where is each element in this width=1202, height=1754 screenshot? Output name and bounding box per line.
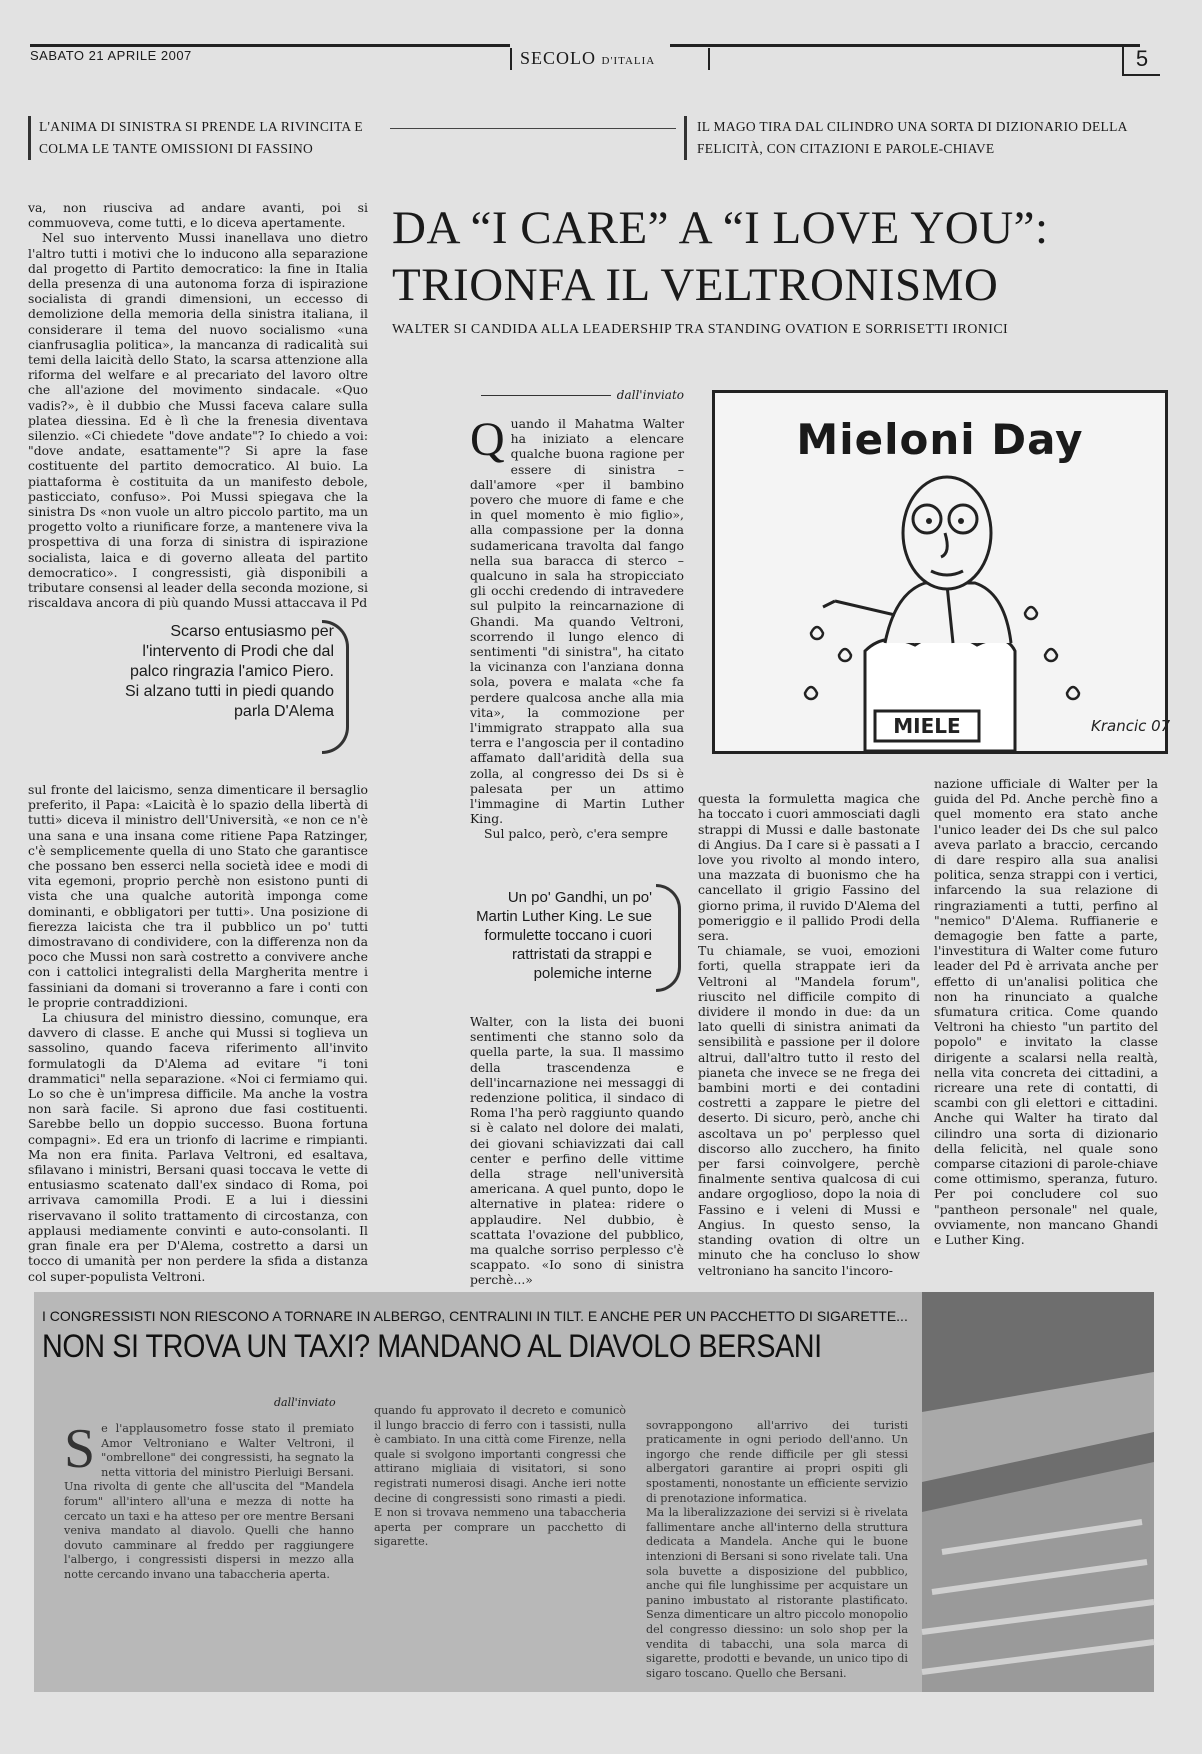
- bottom-col1: [64, 1418, 354, 1684]
- paragraph: uando il Mahatma Walter ha iniziato a elencare qualche buona ragione per essere di sinistra – dall'amore «per il bambino povero che muore di fame e che in quel momento è mio figlio», alla compassione per la donna sudamericana travolta dal fango nella sua baracca di sterco – qualcuno in sala ha stropicciato gli occhi credendo di intravedere sul pulpito la reincarnazione di Ghandi. Ma quando Veltroni, scorrendo il lungo elenco di sentimenti "di sinistra", ha citato la vicinanza con l'anziana donna sola, povera e malata «che fa perdere qualcosa anche alla mia vita», la commozione per l'immigrato strappato alla sua terra e l'angoscia per il contadino affamato dall'aridità della sua zolla, al congresso dei Ds si è palesata per un attimo l'immagine di Martin Luther King.: [470, 416, 684, 827]
- paragraph: questa la formuletta magica che ha toccato i cuori ammosciati dagli strappi di Mussi e dalle bastonate di Angius. Da I care si è passati a I love you rivolto al mondo intero, una mazzata di buonismo che ha cancellato il grigio Fassino del giorno prima, il ruvido D'Alema del pomeriggio e il pallido Prodi della sera. Tu chiamale, se vuoi, emozioni forti, quella strappate ieri da Veltroni al "Mandela forum", riuscito nel difficile compito di dividere il mondo in due: da un lato quelli di sinistra animati da sensibilità e passione per il dolore altrui, dall'altro tutto il resto del pianeta che invece se ne frega dei bambini morti e dei contadini costretti a zappare le pietre del deserto. Di sicuro, però, anche chi ascoltava un po' perplesso quel discorso allo zucchero, ha finito per farsi coinvolgere, perchè finalmente sentiva qualcosa di cui andare orgoglioso, dopo la noia di Fassino e i veleni di Mussi e Angius. In questo senso, la standing ovation di oltre un minuto che ha concluso lo show veltroniano ha sancito l'incoro-: [698, 791, 920, 1278]
- paragraph: La chiusura del ministro diessino, comunque, era davvero di classe. E anche qui Mussi si toglieva un sassolino, quando faceva riferimento all'invito formulatogli da D'Alema ad evitare "i toni drammatici" nella separazione. «Noi ci fermiamo qui. Lo so che è un'impresa difficile. Ma anche la vostra non sarà facile. Si aprono due fasi costituenti. Sarebbe bello un doppio successo. Buona fortuna compagni». Ed era un trionfo di lacrime e rimpianti. Ma non era finita. Parlava Veltroni, ed esaltava, sfilavano i ministri, Bersani quasi toccava le vette di entusiasmo scatenato dall'ex sindaco di Roma, poi arrivava camomilla Prodi. E a lui i diessini riservavano il solito trattamento di circostanza, con applausi mediamente convinti e auto-consolanti. Il gran finale era per D'Alema, costretto a darsi un tocco di umanità per non perdere la sfida a distanza col super-populista Veltroni.: [28, 1010, 368, 1284]
- pointing-hand: [823, 601, 895, 615]
- left-article-bottom: [28, 782, 368, 1284]
- page-header: [30, 44, 1160, 74]
- cartoon-title: Mieloni Day: [796, 415, 1084, 464]
- headline-line-1: DA “I CARE” A “I LOVE YOU”:: [392, 202, 1049, 254]
- bottom-headline: NON SI TROVA UN TAXI? MANDANO AL DIAVOLO BERSANI: [42, 1328, 822, 1364]
- paragraph: Nel suo intervento Mussi inanellava uno dietro l'altro tutti i motivi che lo inducono alla separazione dal progetto di Partito democratico: la fine in Italia della presenza di una autonoma forza di ispirazione socialista di grandi dimensioni, un eccesso di demolizione della memoria della sinistra italiana, il considerare il tema del nuovo socialismo «una cianfrusaglia politica», la mancanza di radicalità sui temi della laicità dello Stato, la scarsa attenzione alla riforma del welfare e al precariato del lavoro oltre che all'azione del movimento sindacale. «Quo vadis?», è il dubbio che Mussi faceva calare sulla platea diessina. Ed è lì che la frenesia diventava silenzio. «Ci chiedete "dove andate"? Io chiedo a voi: "dove andate, esattamente"? Si apre la fase costituente del partito democratico. Al buio. La piattaforma è costituita da un manifesto debole, pasticciato, confuso». Poi Mussi spiegava che la sinistra Ds «non vuole un altro piccolo partito, ma un progetto volto a riunificare forze, a mantenere viva la prospettiva di una forza di sinistra di ispirazione socialista, laica e di governo alleata del partito democratico». I congressisti, già disponibili a tributare consensi al leader della seconda mozione, si riscaldava ancora di più quando Mussi attaccava il Pd: [28, 230, 368, 611]
- main-byline: [470, 388, 684, 402]
- header-rule-left: [30, 44, 510, 47]
- cartoon-drawing: [715, 393, 1171, 751]
- honey-drop: [839, 649, 851, 661]
- paragraph: Walter, con la lista dei buoni sentimenti che stanno solo da quella parte, la sua. Il massimo della trascendenza e dell'incarnazione nei messaggi di redenzione politica, il sindaco di Roma l'ha però raggiunto quando si è calato nel dolore dei malati, dei giovani schiavizzati dai call center e perfino delle vittime della strage nell'università americana. A quel punto, dopo le alternative in platea: ridere o applaudire. Nel dubbio, è scattata l'ovazione del pubblico, ma qualche sorriso perplesso c'è scappato. «Io sono di sinistra perchè...»: [470, 1014, 684, 1288]
- paragraph: e l'applausometro fosse stato il premiato Amor Veltroniano e Walter Veltroni, il "ombrellone" dei congressisti, ha segnato la netta vittoria del ministro Pierluigi Bersani. Una rivolta di gente che all'uscita del "Mandela forum" all'intero all'una e mezza di notte ha cercato un taxi e ha atteso per ore mentre Bersani veniva mandato al diavolo. Quelli che hanno dovuto camminare al freddo per raggiungere l'albergo, i congressisti dispersi in mezzo alla notte cercando invano una tabaccheria aperta.: [64, 1422, 354, 1581]
- main-pull-quote-brace: [656, 884, 681, 992]
- honey-drop: [1045, 649, 1057, 661]
- kicker-divider: [390, 128, 676, 129]
- headline-line-2: TRIONFA IL VELTRONISMO: [392, 259, 999, 311]
- kicker-right: IL MAGO TIRA DAL CILINDRO UNA SORTA DI DIZIONARIO DELLA FELICITÀ, CON CITAZIONI E PAROLE-CHIAVE: [684, 116, 1167, 160]
- left-pupil: [926, 518, 932, 524]
- newspaper-name-main: SECOLO: [520, 48, 597, 68]
- congress-hall-photo: [922, 1292, 1154, 1692]
- left-article-top: [28, 200, 368, 611]
- left-pull-quote-brace: [322, 620, 349, 754]
- bottom-article: [34, 1292, 1154, 1692]
- paragraph: Sul palco, però, c'era sempre: [484, 826, 669, 842]
- photo-drawing: [922, 1292, 1154, 1692]
- bottom-col3: [646, 1404, 908, 1684]
- cartoon-signature: Krancic 07: [1091, 717, 1171, 735]
- figure-head: [903, 477, 991, 589]
- cartoon: [712, 390, 1171, 754]
- kicker-left: L'ANIMA DI SINISTRA SI PRENDE LA RIVINCITA E COLMA LE TANTE OMISSIONI DI FASSINO: [28, 116, 399, 160]
- paragraph: quando fu approvato il decreto e comunicò il lungo braccio di ferro con i tassisti, nulla è cambiato. In una città come Firenze, nella quale si svolgono importanti congressi che attirano migliaia di visitatori, si sono registrati numerosi disagi. Anche ieri notte decine di congressisti sono rimasti a piedi. E non si trovava nemmeno una tabaccheria aperta per comprare un pacchetto di sigarette.: [374, 1404, 626, 1549]
- paragraph: nazione ufficiale di Walter per la guida del Pd. Anche perchè fino a quel momento era stato anche l'unico leader dei Ds che sul palco aveva parlato a braccio, cercando di dare respiro alla sua analisi politica, senza strappi con i vertici, infarcendo la sua relazione di ringraziamenti a tutti, perfino al "nemico" D'Alema. Ruffianerie e demagogie ben fatte a parte, l'investitura di Walter come futuro leader del Pd è arrivata anche per effetto di un'analisi politica che non ha rinunciato a qualche sfumatura critica. Come quando Veltroni ha chiesto "un partito del popolo" e invitato la classe dirigente a scalarsi nella realtà, nella vita concreta dei cittadini, a ricreare una rete di contatti, di scambi con gli elettori e cittadini. Anche qui Walter ha tirato dal cilindro una sorta di dizionario della felicità, nel quale sono comparse citazioni di parole-chiave come ottimismo, speranza, futuro. Per poi concludere col suo "pantheon personale" nel quale, ovviamente, non mancano Ghandi e Luther King.: [934, 776, 1158, 1248]
- dropcap: Q: [470, 413, 505, 466]
- main-article-col2: [698, 776, 920, 1278]
- paragraph: va, non riusciva ad andare avanti, poi si commuoveva, come tutti, e lo diceva apertamente.: [28, 200, 368, 231]
- header-rule-right: [670, 44, 1140, 47]
- byline-text: dall'inviato: [616, 388, 684, 402]
- page-number: 5: [1122, 44, 1160, 76]
- main-headline: [392, 200, 1162, 314]
- bottom-byline: dall'inviato: [274, 1396, 336, 1409]
- main-subhead: WALTER SI CANDIDA ALLA LEADERSHIP TRA STANDING OVATION E SORRISETTI IRONICI: [392, 322, 1009, 337]
- newspaper-name: [510, 48, 710, 70]
- dropcap: S: [64, 1418, 96, 1480]
- honey-drop: [811, 627, 823, 639]
- left-pull-quote: Scarso entusiasmo per l'intervento di Prodi che dal palco ringrazia l'amico Piero. Si alzano tutti in piedi quando parla D'Alema: [124, 623, 334, 720]
- main-pull-quote: Un po' Gandhi, un po' Martin Luther King. Le sue formulette toccano i cuori rattristati da strappi e polemiche interne: [476, 889, 652, 982]
- paragraph: sul fronte del laicismo, senza dimenticare il bersaglio preferito, il Papa: «Laicità è lo spazio della libertà di tutti» diceva il ministro dell'Università, «e non ce n'è una sana e una insana come ritiene Papa Ratzinger, c'è semplicemente quella di uno Stato che garantisce che possano ben esserci nella società idee e modi di vita egemoni, proprio perchè non esistono punti di vista che una qualche autorità imponga come dominanti, e obbligatori per tutti». Una posizione di fierezza laicista che tra il pubblico un po' tutti dimostravano di condividere, con la differenza non da poco che Mussi non sarà costretto a convivere anche con i cattolici integralisti della Margherita mentre i fassiniani da domani si troveranno a fare i conti con le proprie contraddizioni.: [28, 782, 368, 1010]
- issue-date: SABATO 21 APRILE 2007: [30, 48, 192, 63]
- paragraph: sovrappongono all'arrivo dei turisti praticamente in ogni periodo dell'anno. Un ingorgo che rende difficile per gli stessi albergatori garantire ai propri ospiti gli spostamenti, nonostante un efficiente servizio di prenotazione informatica. Ma la liberalizzazione dei servizi si è rivelata fallimentare anche all'interno della struttura dedicata a Mandela. Anche qui le buone intenzioni di Bersani si sono rivelate tali. Una sola buvette a disposizione del pubblico, anche qui file lunghissime per acquistare un panino imbustato al ristorante plastificato. Senza dimenticare un altro piccolo monopolio del congresso diessino: un solo shop per la vendita di tabacchi, una sola marca di sigarette, prodotti e bevande, un unico tipo di sigaro toscano. Quello che Bersani.: [646, 1418, 908, 1680]
- bottom-kicker: I CONGRESSISTI NON RIESCONO A TORNARE IN ALBERGO, CENTRALINI IN TILT. E ANCHE PER UN PACCHETTO DI SIGARETTE...: [42, 1308, 908, 1324]
- podium-label: MIELE: [893, 714, 961, 738]
- honey-drop: [1025, 607, 1037, 619]
- newspaper-name-suffix: D'ITALIA: [601, 55, 656, 67]
- main-article-col3: [934, 776, 1158, 1264]
- main-article-col1-top: [470, 413, 684, 842]
- right-pupil: [958, 518, 964, 524]
- main-article-col1-bottom: [470, 1014, 684, 1288]
- bottom-col2: [374, 1404, 626, 1684]
- honey-drop: [1067, 687, 1079, 699]
- byline-rule: [481, 395, 611, 396]
- honey-drop: [805, 687, 817, 699]
